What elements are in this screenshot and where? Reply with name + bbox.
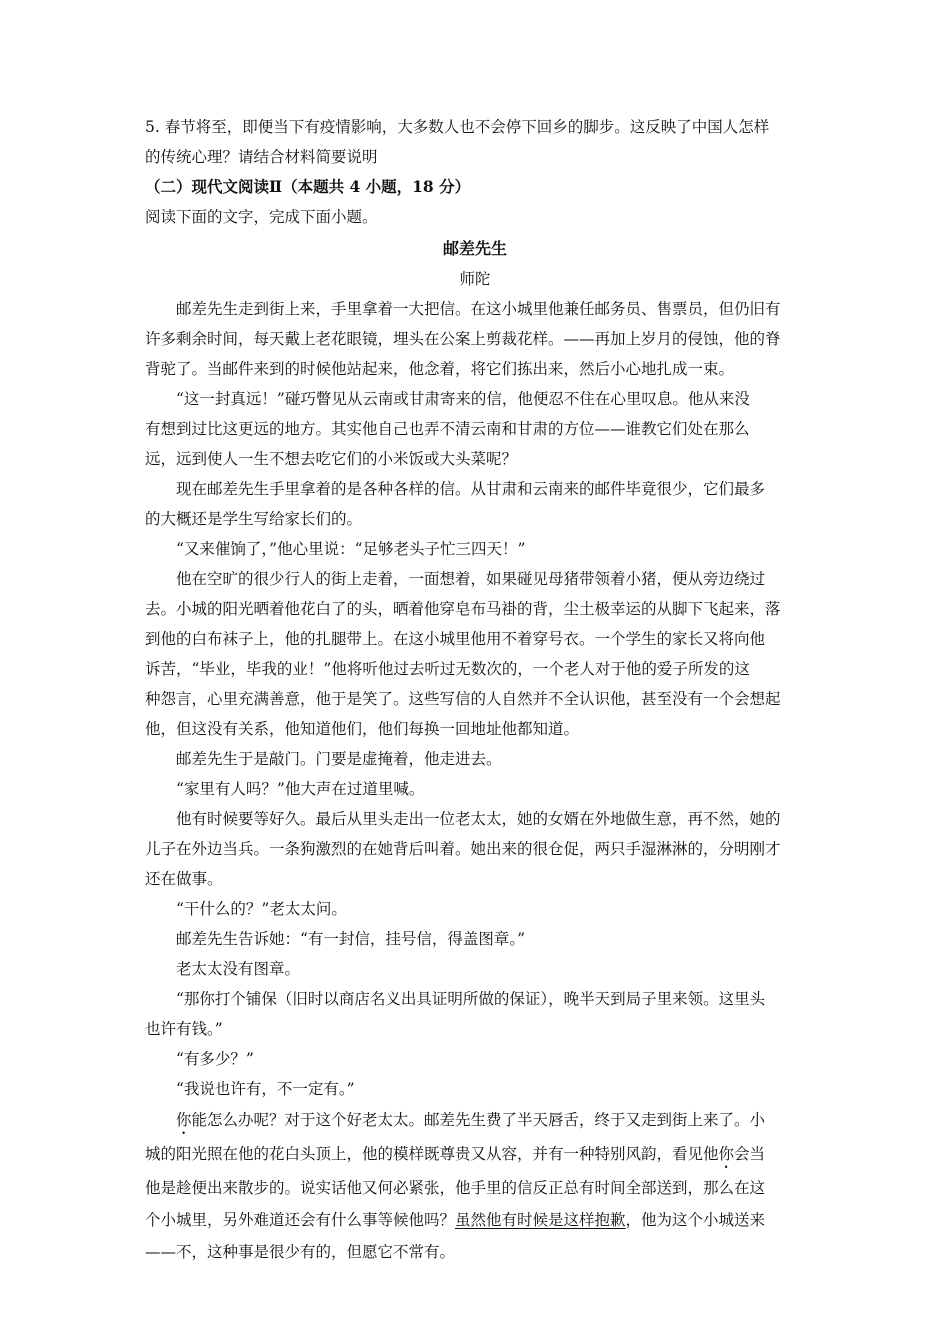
paragraph-line: 种怨言，心里充满善意，他于是笑了。这些写信的人自然并不全认识他，甚至没有一个会想起: [145, 690, 781, 708]
paragraph-line: 他是趁便出来散步的。说实话他又何必紧张，他手里的信反正总有时间全部送到，那么在这: [145, 1179, 766, 1197]
paragraph-2: [145, 384, 805, 474]
paragraph-8: [145, 804, 805, 894]
paragraph-13: “有多少？”: [176, 1050, 254, 1068]
paragraph-6: 邮差先生于是敲门。门要是虚掩着，他走进去。: [176, 750, 502, 768]
question-5-line-2: 的传统心理？请结合材料简要说明: [145, 148, 378, 166]
text-span: 能怎么办呢？对于这个好老太太。邮差先生费了半天唇舌，终于又走到街上来了。小: [191, 1111, 766, 1129]
emphasized-word: 你: [718, 1145, 735, 1163]
paragraph-line: 也许有钱。”: [145, 1020, 223, 1038]
story-title: 邮差先生: [442, 239, 507, 258]
paragraph-line: ——不，这种事是很少有的，但愿它不常有。: [145, 1243, 456, 1261]
paragraph-line: 的大概还是学生写给家长们的。: [145, 510, 363, 528]
paragraph-10: 邮差先生告诉她：“有一封信，挂号信，得盖图章。”: [176, 930, 526, 948]
paragraph-line: 他有时候要等好久。最后从里头走出一位老太太，她的女婿在外地做生意，再不然，她的: [176, 810, 781, 828]
text-span: 会当: [734, 1145, 766, 1163]
paragraph-line: 现在邮差先生手里拿着的是各种各样的信。从甘肃和云南来的邮件毕竟很少，它们最多: [176, 480, 766, 498]
paragraph-line: 远，远到使人一生不想去吃它们的小米饭或大头菜呢？: [145, 450, 518, 468]
paragraph-3: [145, 474, 805, 534]
paragraph-line: 去。小城的阳光晒着他花白了的头，晒着他穿皂布马褂的背，尘土极幸运的从脚下飞起来，落: [145, 600, 781, 618]
emphasized-word: 你: [176, 1111, 192, 1129]
paragraph-15: [145, 1104, 805, 1268]
underlined-sentence: 虽然他有时候是这样抱歉: [455, 1211, 626, 1229]
paragraph-line: “那你打个铺保（旧时以商店名义出具证明所做的保证），晚半天到局子里来领。这里头: [176, 990, 766, 1008]
paragraph-5: [145, 564, 805, 744]
paragraph-line: [145, 1204, 805, 1236]
paragraph-line: 儿子在外边当兵。一条狗激烈的在她背后叫着。她出来的很仓促，两只手湿淋淋的，分明刚才: [145, 840, 781, 858]
paragraph-line: “这一封真远！”碰巧瞥见从云南或甘肃寄来的信，他便忍不住在心里叹息。他从来没: [176, 390, 750, 408]
paragraph-11: 老太太没有图章。: [176, 960, 301, 978]
text-span: ，他为这个小城送来: [625, 1211, 766, 1229]
text-span: 城的阳光照在他的花白头顶上，他的模样既尊贵又从容，并有一种特别风韵，看见他: [145, 1145, 719, 1163]
paragraph-line: [145, 1104, 805, 1138]
paragraph-12: [145, 984, 805, 1044]
paragraph-7: “家里有人吗？”他大声在过道里喊。: [176, 780, 425, 798]
question-5-line-1: 5. 春节将至，即便当下有疫情影响，大多数人也不会停下回乡的脚步。这反映了中国人怎样: [145, 118, 770, 136]
paragraph-line: 邮差先生走到街上来，手里拿着一大把信。在这小城里他兼任邮务员、售票员，但仍旧有: [176, 300, 781, 318]
paragraph-line: 背驼了。当邮件来到的时候他站起来，他念着，将它们拣出来，然后小心地扎成一束。: [145, 360, 735, 378]
paragraph-line: 他在空旷的很少行人的街上走着，一面想着，如果碰见母猪带领着小猪，便从旁边绕过: [176, 570, 766, 588]
paragraph-line: 许多剩余时间，每天戴上老花眼镜，埋头在公案上剪裁花样。——再加上岁月的侵蚀，他的脊: [145, 330, 781, 348]
paragraph-line: [145, 1138, 805, 1172]
paragraph-4: “又来催饷了，”他心里说：“足够老头子忙三四天！”: [176, 540, 526, 558]
paragraph-line: 他，但这没有关系，他知道他们，他们每换一回地址他都知道。: [145, 720, 580, 738]
paragraph-line: 诉苦，“毕业，毕我的业！”他将听他过去听过无数次的，一个老人对于他的爱子所发的这: [145, 660, 750, 678]
document-page: [145, 112, 805, 1268]
paragraph-9: “干什么的？”老太太问。: [176, 900, 347, 918]
story-author: 师陀: [459, 270, 491, 288]
section-instruction: 阅读下面的文字，完成下面小题。: [145, 208, 378, 226]
text-span: 个小城里，另外难道还会有什么事等候他吗？: [145, 1211, 456, 1229]
paragraph-line: 到他的白布袜子上，他的扎腿带上。在这小城里他用不着穿号衣。一个学生的家长又将向他: [145, 630, 766, 648]
paragraph-line: 还在做事。: [145, 870, 223, 888]
section-heading: （二）现代文阅读Ⅱ（本题共 4 小题，18 分）: [145, 177, 471, 196]
paragraph-14: “我说也许有，不一定有。”: [176, 1080, 355, 1098]
paragraph-line: 有想到过比这更远的地方。其实他自己也弄不清云南和甘肃的方位——谁教它们处在那么: [145, 420, 750, 438]
paragraph-1: [145, 294, 805, 384]
